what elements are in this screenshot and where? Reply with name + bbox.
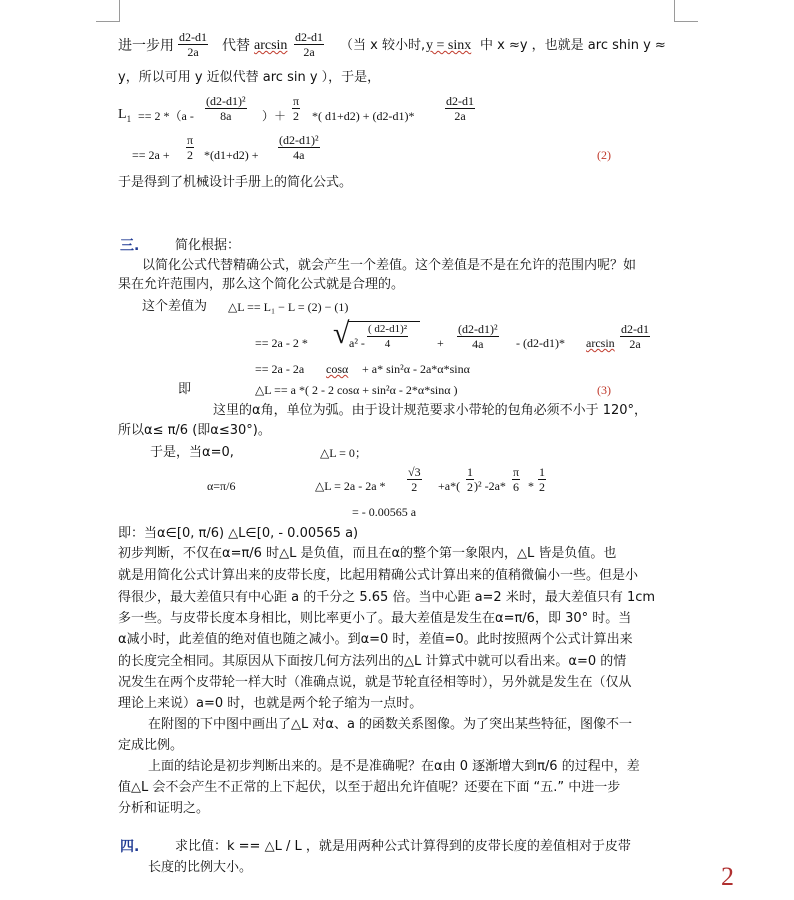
eq1-lhs: $L_1$ — [118, 107, 132, 124]
page-number: 2 — [721, 862, 734, 891]
angle-line-2: 所以α≤ π/6 (即α≤30°)。 — [118, 423, 271, 438]
case-pi6-fraction-1: $\frac{√3}{2}$ — [408, 465, 421, 494]
intro-text-a: 进一步用 — [118, 38, 174, 54]
intro-text-c: （当 x 较小时, — [340, 38, 426, 53]
section-3-para1-line2: 果在允许范围内，那么这个简化公式就是合理的。 — [118, 277, 405, 292]
intro-text-b: 代替 — [222, 38, 250, 54]
eq1-part-2: ）＋ — [262, 109, 287, 123]
sqrt-sign: √ — [333, 317, 350, 350]
eq2-fraction-2: $\frac{\text{(d2-d1)²}}{4a}$ — [279, 133, 319, 162]
question-line-3: 分析和证明之。 — [118, 801, 210, 816]
analysis-line: 况发生在两个皮带轮一样大时（准确点说，就是节轮直径相等时），另外就是发生在（仅从 — [118, 675, 632, 690]
corner-mark-left-h — [96, 21, 120, 22]
eq-a-arcsin: arcsin — [586, 336, 615, 350]
case-zero-a: 于是，当α=0, — [150, 445, 234, 460]
eq2-fraction-1: $\frac{\pi}{2}$ — [187, 133, 194, 162]
eq-b-cos: cosα — [326, 362, 349, 376]
corner-mark-right-v — [674, 0, 675, 22]
eq1-fraction-1: $\frac{\text{(d2-d1)²}}{8a}$ — [206, 94, 246, 123]
section-4-line-1: 求比值：k == △L / L ，就是用两种公式计算得到的皮带长度的差值相对于皮带 — [175, 839, 631, 854]
eq-a-fraction-2: $\frac{\text{(d2-d1)²}}{4a}$ — [458, 322, 498, 351]
corner-mark-right-h — [674, 21, 698, 22]
case-pi6-result: = - 0.00565 a — [352, 505, 417, 519]
section-3-number: 三. — [120, 238, 140, 254]
eq1-fraction-3: $\frac{d2-d1}{2a}$ — [446, 94, 474, 123]
analysis-line: 的长度完全相同。其原因从下面按几何方法列出的△L 计算式中就可以看出来。α=0 的情 — [118, 654, 627, 669]
question-line-1: 上面的结论是初步判断出来的。是不是准确呢？在α由 0 逐渐增大到π/6 的过程中，差 — [148, 759, 640, 774]
analysis-line: α减小时，此差值的绝对值也随之减小。到α=0 时，差值=0。此时按照两个公式计算出来 — [118, 632, 633, 647]
intro-y-sinx: y = sinx — [426, 38, 472, 53]
eq2-tag: (2) — [597, 148, 611, 162]
intro-fraction-1: $\frac{d2-d1}{2a}$ — [179, 30, 207, 59]
case-pi6-fraction-2: $\frac{1}{2}$ — [467, 465, 473, 494]
eq-b-part-1: == 2a - 2a — [255, 362, 305, 376]
eq-a-fraction-3: $\frac{d2-d1}{2a}$ — [621, 322, 649, 351]
eq-c-ji: 即 — [178, 382, 192, 397]
eq-b-part-2: + a* sin²α - 2a*α*sinα — [362, 362, 470, 376]
corner-mark-left-v — [119, 0, 120, 22]
eq1-part-1: == 2 *（a - — [138, 109, 194, 123]
intro-fraction-2: $\frac{d2-d1}{2a}$ — [295, 30, 323, 59]
case-pi6-c: +a*( — [438, 479, 461, 493]
eq-a-part-1: == 2a - 2 * — [255, 336, 308, 350]
section-3-para1-line1: 以简化公式代替精确公式，就会产生一个差值。这个差值是不是在允许的范围内呢？如 — [142, 258, 637, 273]
section-4-number: 四. — [120, 839, 140, 855]
analysis-line: 得很少，最大差值只有中心距 a 的千分之 5.65 倍。当中心距 a=2 米时，最大差值只有 1cm — [118, 590, 656, 605]
eq-c: △L == a *( 2 - 2 cosα + sin²α - 2*α*sinα ) — [255, 383, 458, 397]
section-3-title: 简化根据： — [175, 238, 241, 253]
case-pi6-d: )² -2a* — [474, 479, 506, 493]
analysis-line: 理论上来说）a=0 时，也就是两个轮子缩为一点时。 — [118, 696, 423, 711]
figure-note-line-1: 在附图的下中图中画出了△L 对α、a 的函数关系图像。为了突出某些特征，图像不一 — [148, 717, 633, 732]
analysis-line: 就是用简化公式计算出来的皮带长度，比起用精确公式计算出来的值稍微偏小一些。但是小 — [118, 568, 639, 583]
conclusion-line: 于是得到了机械设计手册上的简化公式。 — [118, 175, 353, 190]
case-pi6-a: α=π/6 — [207, 479, 236, 493]
figure-note-line-2: 定成比例。 — [118, 738, 184, 753]
case-zero-b: △L = 0； — [320, 446, 367, 460]
eq-a-radicand: a² - — [349, 336, 365, 350]
eq2-part-2: *(d1+d2) + — [204, 148, 259, 162]
eq1-fraction-2: $\frac{\pi}{2}$ — [293, 94, 300, 123]
eq2-part-1: == 2a + — [132, 148, 170, 162]
intro-text-d: 中 x ≈y ，也就是 arc shin y ≈ — [480, 38, 666, 53]
range-line: 即：当α∈[0, π/6) △L∈[0, - 0.00565 a) — [118, 526, 359, 541]
case-pi6-fraction-3: $\frac{\pi}{6}$ — [513, 465, 520, 494]
intro-line-2: y，所以可用 y 近似代替 arc sin y ），于是， — [118, 70, 381, 85]
case-pi6-b: △L = 2a - 2a * — [315, 479, 386, 493]
analysis-line: 多一些。与皮带长度本身相比，则比率更小了。最大差值是发生在α=π/6，即 30° 时。当 — [118, 611, 632, 626]
section-4-line-2: 长度的比例大小。 — [148, 860, 253, 875]
intro-arcsin: arcsin — [254, 38, 288, 53]
eq-c-tag: (3) — [597, 383, 611, 397]
case-pi6-fraction-4: $\frac{1}{2}$ — [539, 465, 545, 494]
case-pi6-e: * — [528, 479, 534, 493]
eq-a-part-2: + — [437, 336, 444, 350]
question-line-2: 值△L 会不会产生不正常的上下起伏，以至于超出允许值呢？还要在下面 “五.” 中进一步 — [118, 780, 621, 795]
diff-lead: 这个差值为 — [142, 299, 208, 314]
eq1-part-3: *( d1+d2) + (d2-d1)* — [312, 109, 415, 123]
eq-a-root-fraction: $\frac{\text{( d2-d1)²}}{4}$ — [368, 323, 408, 350]
eq-a-part-3: - (d2-d1)* — [516, 336, 565, 350]
diff-equation: △L == L₁ − L = (2) − (1) — [228, 300, 349, 314]
analysis-line: 初步判断，不仅在α=π/6 时△L 是负值，而且在α的整个第一象限内，△L 皆是负值。也 — [118, 546, 617, 561]
angle-line-1: 这里的α角，单位为弧。由于设计规范要求小带轮的包角必须不小于 120°， — [213, 403, 648, 418]
